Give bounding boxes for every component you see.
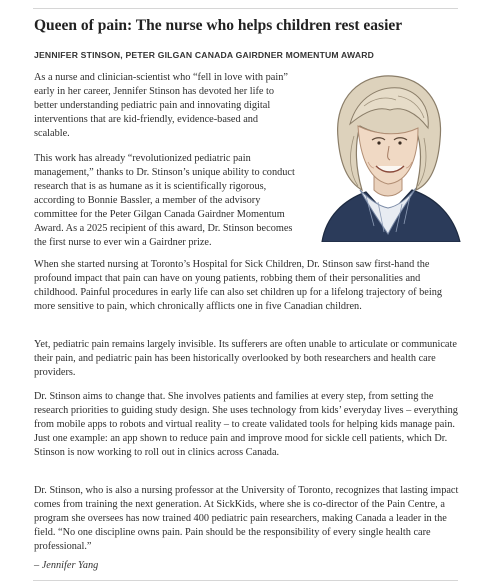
article-credit: – Jennifer Yang (34, 560, 99, 571)
article-byline: JENNIFER STINSON, PETER GILGAN CANADA GAIRDNER MOMENTUM AWARD (34, 50, 375, 60)
paragraph-2: This work has already “revolutionized pediatric pain management,” thanks to Dr. Stinson’s unique ability to conduct research that is as humane as it is scientifically rigorous, according to Bonnie Bassler, a member of the advisory committee for the Peter Gilgan Canada Gairdner Momentum Award. As a 2025 recipient of this award, Dr. Stinson becomes the first nurse to ever win a Gairdner prize. (34, 153, 295, 248)
paragraph-4: Yet, pediatric pain remains largely invisible. Its sufferers are often unable to articulate or communicate their pain, and pediatric pain has been historically overlooked by both researchers and health care providers. (34, 339, 457, 378)
portrait-illustration (304, 66, 472, 242)
bottom-divider (33, 580, 458, 581)
paragraph-1: As a nurse and clinician-scientist who “fell in love with pain” early in her career, Jennifer Stinson has devoted her life to better understanding pediatric pain and innovating digital interventions that are kid-friendly, evidence-based and scalable. (34, 72, 288, 139)
paragraph-5: Dr. Stinson aims to change that. She involves patients and families at every step, from setting the research priorities to guiding study design. She uses technology from kids’ everyday lives – everything from mobile apps to robots and virtual reality – to create validated tools for helping kids manage pain. Just one example: an app shown to reduce pain and improve mood for sickle cell patients, which Dr. Stinson is now working to roll out in clinics across Canada. (34, 391, 458, 458)
paragraph-6: Dr. Stinson, who is also a nursing professor at the University of Toronto, recognizes that lasting impact comes from training the next generation. At SickKids, where she is co-director of the Pain Centre, a program she oversees has now trained 400 pediatric pain researchers, making Canada a leader in the field. “No one discipline owns pain. Pain should be the responsibility of every single health care professional.” (34, 485, 459, 552)
article-headline: Queen of pain: The nurse who helps children rest easier (34, 17, 403, 34)
paragraph-3: When she started nursing at Toronto’s Hospital for Sick Children, Dr. Stinson saw first-hand the profound impact that pain can have on young patients, robbing them of their personalities and childhood. Painful procedures in early life can also set children up for a lifelong trajectory of being more sensitive to pain, which chronically afflicts one in five Canadian children. (34, 259, 443, 312)
top-divider (33, 8, 458, 9)
